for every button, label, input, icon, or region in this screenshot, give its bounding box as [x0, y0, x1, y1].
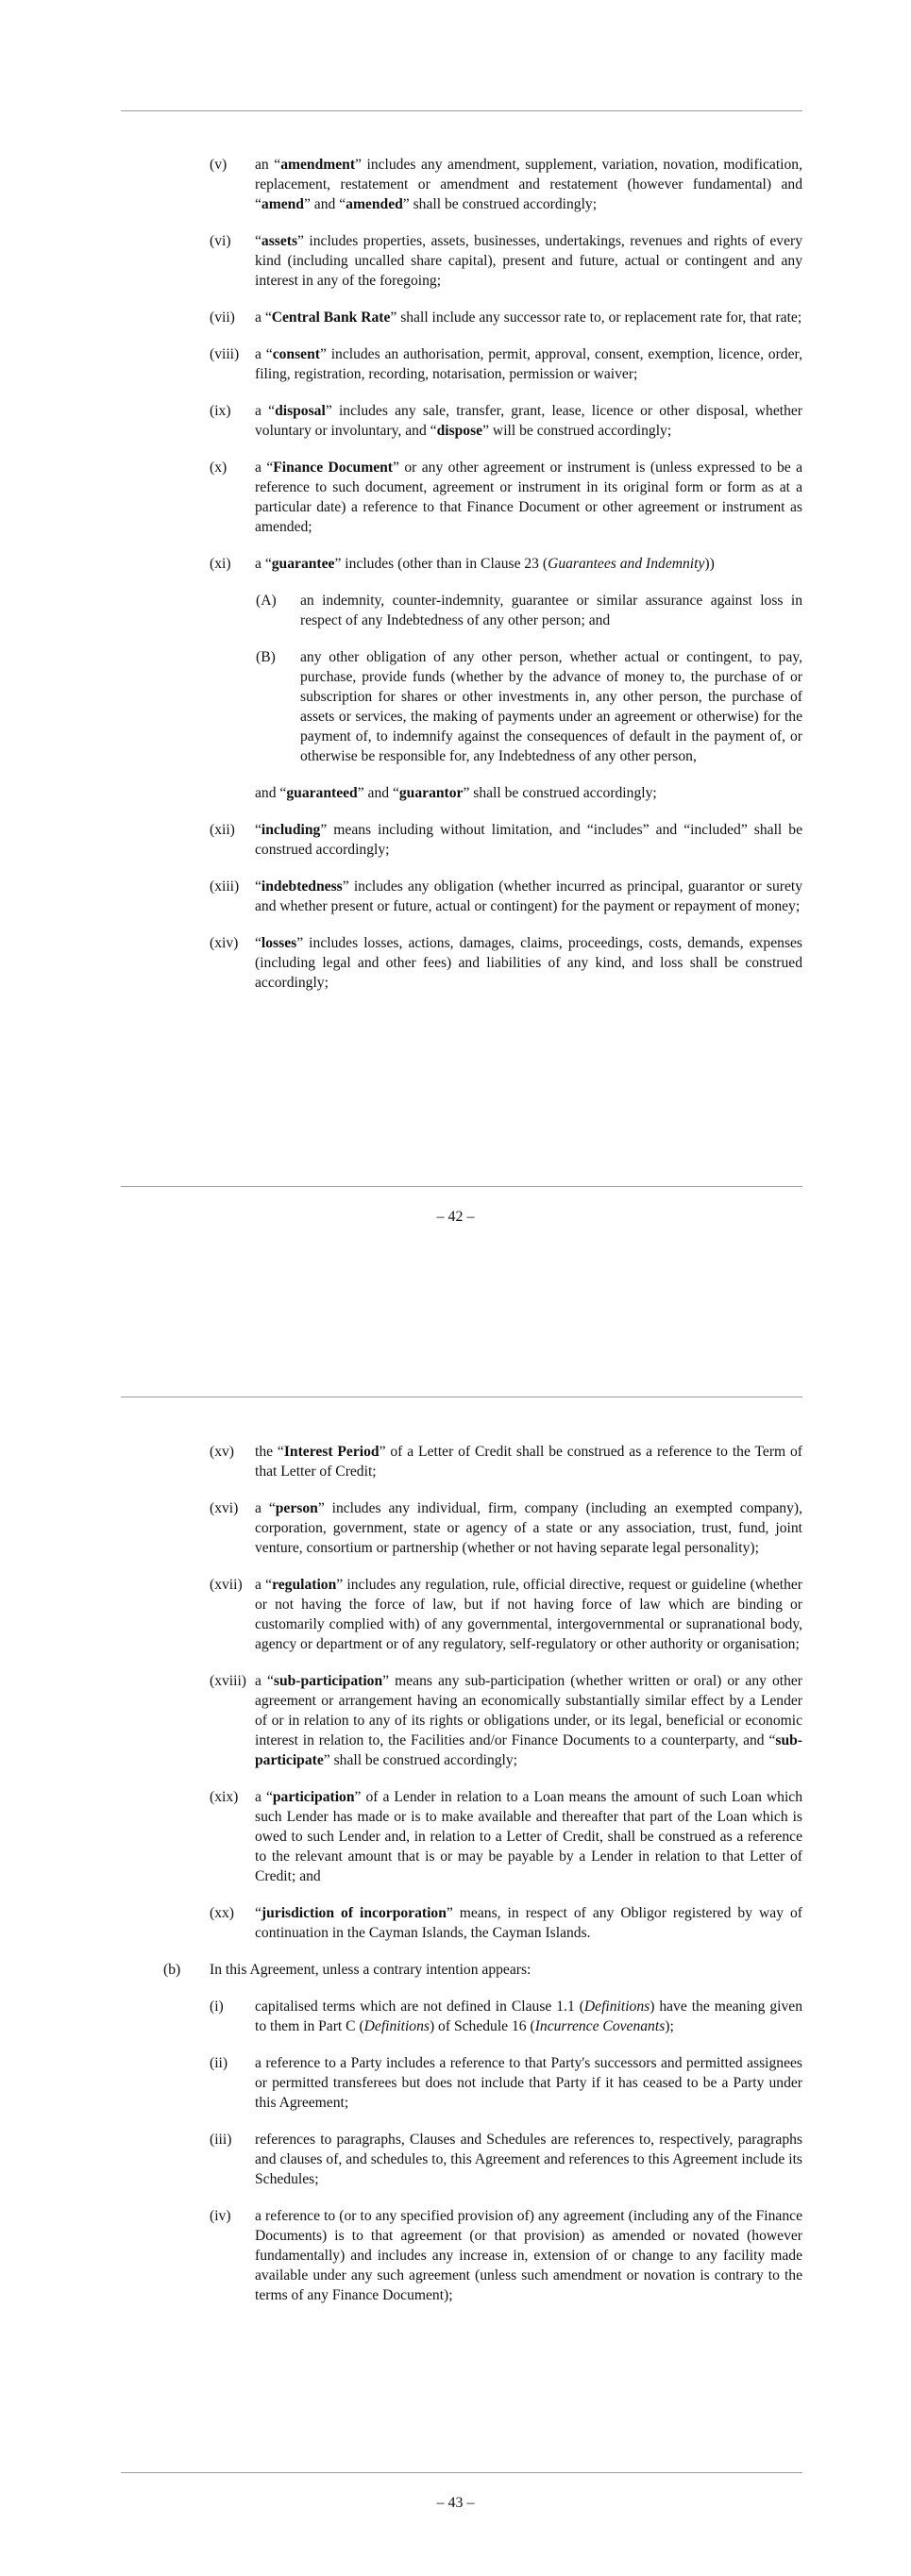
- page-number: – 43 –: [436, 2495, 475, 2511]
- text-run: ” includes any obligation (whether incurred as principal, guarantor or surety and whether present or future, actual or contingent) for the payment or repayment of money;: [255, 878, 802, 914]
- page-42-content: [0, 155, 911, 1010]
- clause-label: (ii): [210, 2055, 228, 2071]
- text-run: references to paragraphs, Clauses and Schedules are references to, respectively, paragraphs and clauses of, and schedules to, this Agreement and references to this Agreement include its Schedules;: [255, 2132, 802, 2187]
- defined-term: losses: [261, 935, 297, 951]
- clause-text: [255, 2053, 802, 2113]
- defined-term: Central Bank Rate: [271, 309, 391, 326]
- clause-label: (xv): [210, 1444, 234, 1460]
- italic-reference: Definitions: [583, 1999, 650, 2015]
- clause-text: [255, 1442, 802, 1481]
- clause-item: [0, 933, 911, 993]
- clause-item: [0, 1671, 911, 1770]
- defined-term: amended: [346, 196, 403, 212]
- defined-term: regulation: [272, 1577, 337, 1593]
- clause-text: [255, 2206, 802, 2305]
- clause-text: [255, 933, 802, 993]
- text-run: a reference to a Party includes a reference to that Party's successors and permitted assignees or permitted transferees but does not include that Party if it has ceased to be a Party under this Agreement;: [255, 2055, 802, 2111]
- clause-item: [0, 401, 911, 441]
- clause-label: (xix): [210, 1789, 239, 1805]
- text-run: a “: [255, 403, 276, 419]
- clause-item: [0, 1960, 911, 1980]
- clause-text: [255, 2130, 802, 2189]
- page-bottom-rule: [121, 2472, 802, 2473]
- clause-text: [255, 1903, 802, 1943]
- text-run: ” shall be construed accordingly;: [402, 196, 598, 212]
- clause-item: [0, 1498, 911, 1558]
- text-run: the “: [255, 1444, 284, 1460]
- text-run: ” means any sub-participation (whether written or oral) or any other agreement or arrangement having an economically substantially similar effect by a Lender of or in relation to any of its rights or obligations under, or its legal, beneficial or economic interest in relation to, the Facilities and/or Finance Documents to a counterparty, and “: [255, 1673, 802, 1748]
- text-run: a “: [255, 460, 274, 476]
- text-run: ” includes any sale, transfer, grant, lease, licence or other disposal, whether voluntary or involuntary, and “: [255, 403, 802, 439]
- page-number: – 42 –: [436, 1209, 475, 1225]
- text-run: a “: [255, 1577, 273, 1593]
- clause-label: (ix): [210, 403, 231, 419]
- clause-label: (xiii): [210, 878, 240, 895]
- text-run: a “: [255, 346, 273, 362]
- clause-item: [0, 877, 911, 916]
- clause-label: (b): [163, 1962, 181, 1978]
- clause-text: [255, 155, 802, 214]
- text-run: );: [665, 2018, 674, 2034]
- clause-text: [255, 1997, 802, 2036]
- clause-item: [0, 2130, 911, 2189]
- clause-label: (vii): [210, 309, 235, 326]
- defined-term: disposal: [275, 403, 326, 419]
- clause-text: [255, 1787, 802, 1886]
- defined-term: indebtedness: [261, 878, 343, 895]
- text-run: “: [255, 822, 261, 838]
- text-run: ” of a Lender in relation to a Loan means the amount of such Loan which such Lender has made or is to make available and thereafter that part of the Loan which is owed to such Lender and, in relation to a Letter of Credit, shall be construed as a reference to the relevant amount that is or may be payable by a Lender in relation to that Letter of Credit; and: [255, 1789, 802, 1884]
- text-run: ” shall be construed accordingly;: [463, 785, 657, 801]
- defined-term: jurisdiction of incorporation: [261, 1905, 447, 1921]
- clause-label: (xx): [210, 1905, 234, 1921]
- clause-label: (A): [256, 593, 277, 609]
- defined-term: guarantor: [398, 785, 464, 801]
- italic-reference: Definitions: [363, 2018, 430, 2034]
- defined-term: guaranteed: [286, 785, 358, 801]
- clause-text: [255, 458, 802, 537]
- text-run: capitalised terms which are not defined in Clause 1.1 (: [255, 1999, 584, 2015]
- clause-label: (v): [210, 157, 228, 173]
- text-run: ” includes an authorisation, permit, approval, consent, exemption, licence, order, filing, registration, recording, notarisation, permission or waiver;: [255, 346, 802, 382]
- text-run: ” means, in respect of any Obligor registered by way of continuation in the Cayman Islands, the Cayman Islands.: [255, 1905, 802, 1941]
- clause-text: [255, 1575, 802, 1654]
- defined-term: sub-participate: [255, 1732, 802, 1768]
- clause-item: [0, 458, 911, 537]
- clause-text: [255, 820, 802, 860]
- clause-text: [255, 308, 802, 327]
- defined-term: consent: [272, 346, 320, 362]
- defined-term: guarantee: [271, 556, 335, 572]
- defined-term: including: [261, 822, 321, 838]
- defined-term: amendment: [280, 157, 356, 173]
- clause-item: [0, 155, 911, 214]
- text-run: ” will be construed accordingly;: [482, 423, 672, 439]
- italic-reference: Guarantees and Indemnity: [548, 556, 705, 572]
- page-43-content: [0, 1442, 911, 2322]
- text-run: any other obligation of any other person, whether actual or contingent, to pay, purchase, provide funds (whether by the advance of money to, the purchase of or subscription for shares or other investments in, any other person, the purchase of assets or services, the making of payments under an agreement or otherwise) for the payment of, to indemnify against the consequences of default in the payment of, or otherwise be responsible for, any Indebtedness of any other person,: [300, 649, 802, 764]
- clause-text: [300, 647, 802, 766]
- clause-label: (xvii): [210, 1577, 243, 1593]
- clause-label: (i): [210, 1999, 224, 2015]
- text-run: ” means including without limitation, and “includes” and “included” shall be construed accordingly;: [255, 822, 802, 858]
- text-run: ” and “: [303, 196, 346, 212]
- text-run: ) have the meaning given to them in Part C (: [255, 1999, 802, 2034]
- clause-item: [0, 1442, 911, 1481]
- text-run: ” and “: [357, 785, 399, 801]
- defined-term: assets: [261, 233, 298, 249]
- clause-text: [255, 1498, 802, 1558]
- text-run: “: [255, 233, 261, 249]
- clause-item: [0, 1997, 911, 2036]
- clause-label: (xi): [210, 556, 231, 572]
- text-run: a reference to (or to any specified provision of) any agreement (including any of the Finance Documents) is to that agreement (or that provision) as amended or novated (however fundamentally) and includes any increase in, extension of or change to any facility made available under any such agreement (unless such amendment or novation is contrary to the terms of any Finance Document);: [255, 2208, 802, 2303]
- clause-item: [0, 647, 911, 766]
- clause-item: [0, 1787, 911, 1886]
- text-run: a “: [255, 1789, 273, 1805]
- clause-item: [0, 820, 911, 860]
- text-run: )): [704, 556, 715, 572]
- text-run: ” shall be construed accordingly;: [323, 1752, 518, 1768]
- page-top-rule: [121, 110, 802, 111]
- clause-text: [255, 1671, 802, 1770]
- text-run: In this Agreement, unless a contrary intention appears:: [210, 1962, 531, 1978]
- defined-term: Interest Period: [283, 1444, 380, 1460]
- clause-item: [0, 591, 911, 630]
- text-run: a “: [255, 556, 272, 572]
- clause-item: [0, 783, 911, 803]
- clause-label: (iv): [210, 2208, 231, 2224]
- defined-term: sub-participation: [273, 1673, 383, 1689]
- clause-item: [0, 1903, 911, 1943]
- text-run: ” includes any regulation, rule, official directive, request or guideline (whether or not having the force of law, but if not having force of law which are binding or customarily complied with) of any governmental, intergovernmental or supranational body, agency or department or of any regulatory, self-regulatory or other authority or organisation;: [255, 1577, 802, 1652]
- defined-term: person: [275, 1500, 318, 1516]
- clause-text: [300, 591, 802, 630]
- text-run: ” includes any individual, firm, company (including an exempted company), corporation, government, state or agency of a state or any association, trust, fund, joint venture, consortium or partnership (whether or not having separate legal personality);: [255, 1500, 802, 1556]
- clause-text: [255, 554, 802, 574]
- clause-label: (xvi): [210, 1500, 239, 1516]
- clause-item: [0, 344, 911, 384]
- text-run: and “: [255, 785, 287, 801]
- clause-item: [0, 2206, 911, 2305]
- text-run: an indemnity, counter-indemnity, guarantee or similar assurance against loss in respect of any Indebtedness of any other person; and: [300, 593, 802, 628]
- clause-item: [0, 231, 911, 291]
- text-run: “: [255, 1905, 261, 1921]
- text-run: ” includes any amendment, supplement, variation, novation, modification, replacement, restatement or amendment and restatement (however fundamental) and “: [255, 157, 802, 212]
- clause-label: (xiv): [210, 935, 239, 951]
- text-run: ” includes losses, actions, damages, claims, proceedings, costs, demands, expenses (including legal and other fees) and liabilities of any kind, and loss shall be construed accordingly;: [255, 935, 802, 991]
- text-run: a “: [255, 309, 272, 326]
- clause-label: (vi): [210, 233, 231, 249]
- clause-item: [0, 1575, 911, 1654]
- clause-label: (viii): [210, 346, 240, 362]
- clause-item: [0, 2053, 911, 2113]
- clause-text: [255, 231, 802, 291]
- clause-text: [210, 1960, 802, 1980]
- clause-label: (B): [256, 649, 276, 665]
- defined-term: dispose: [436, 423, 483, 439]
- clause-label: (xviii): [210, 1673, 246, 1689]
- text-run: a “: [255, 1500, 276, 1516]
- page-bottom-rule: [121, 1186, 802, 1187]
- clause-item: [0, 308, 911, 327]
- italic-reference: Incurrence Covenants: [534, 2018, 666, 2034]
- defined-term: Finance Document: [273, 460, 393, 476]
- defined-term: participation: [272, 1789, 355, 1805]
- clause-label: (xii): [210, 822, 235, 838]
- text-run: a “: [255, 1673, 274, 1689]
- clause-text: [255, 877, 802, 916]
- clause-text: [255, 344, 802, 384]
- clause-text: [255, 783, 802, 803]
- text-run: ” of a Letter of Credit shall be construed as a reference to the Term of that Letter of Credit;: [255, 1444, 803, 1480]
- clause-item: [0, 554, 911, 574]
- text-run: ” shall include any successor rate to, or replacement rate for, that rate;: [390, 309, 802, 326]
- text-run: “: [255, 935, 261, 951]
- text-run: ) of Schedule 16 (: [429, 2018, 535, 2034]
- clause-text: [255, 401, 802, 441]
- clause-label: (x): [210, 460, 228, 476]
- clause-label: (iii): [210, 2132, 232, 2148]
- text-run: ” or any other agreement or instrument is (unless expressed to be a reference to such document, agreement or instrument in its original form or form as at a particular date) a reference to that Finance Document or other agreement or instrument as amended;: [255, 460, 803, 535]
- text-run: ” includes properties, assets, businesses, undertakings, revenues and rights of every kind (including uncalled share capital), present and future, actual or contingent and any interest in any of the foregoing;: [255, 233, 802, 289]
- text-run: ” includes (other than in Clause 23 (: [334, 556, 548, 572]
- text-run: “: [255, 878, 261, 895]
- text-run: an “: [255, 157, 281, 173]
- defined-term: amend: [261, 196, 304, 212]
